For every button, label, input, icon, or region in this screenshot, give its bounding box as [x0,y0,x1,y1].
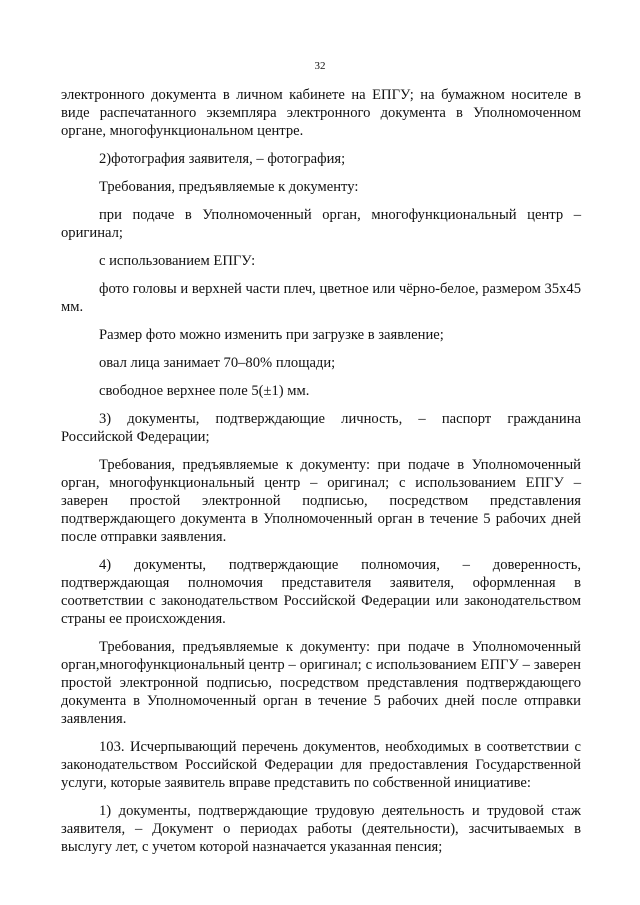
paragraph-submission-office: при подаче в Уполномоченный орган, многофункциональный центр – оригинал; [61,207,581,241]
paragraph-continuation: электронного документа в личном кабинете на ЕПГУ; на бумажном носителе в виде распечатанного экземпляра электронного документа в Уполномоченном органе, многофункциональном центре. [61,87,581,139]
paragraph-requirements-identity: Требования, предъявляемые к документу: при подаче в Уполномоченный орган, многофункциональный центр – оригинал; с использованием ЕПГУ – заверен простой электронной подписью, посредством представления подтверждающего документа в Уполномоченный орган в течение 5 рабочих дней после отправки заявления. [61,457,581,545]
paragraph-item-3-identity: 3) документы, подтверждающие личность, – паспорт гражданина Российской Федерации; [61,411,581,445]
paragraph-item-2-photo: 2)фотография заявителя, – фотография; [99,151,346,167]
paragraph-item-4-authority: 4) документы, подтверждающие полномочия, – доверенность, подтверждающая полномочия представителя заявителя, оформленная в соответствии с законодательством Российской Федерации или законодательством страны ее происхождения. [61,557,581,627]
page-number: 32 [314,60,326,72]
paragraph-top-margin: свободное верхнее поле 5(±1) мм. [99,383,310,399]
paragraph-submission-epgu: с использованием ЕПГУ: [99,253,256,269]
paragraph-photo-resize: Размер фото можно изменить при загрузке в заявление; [99,327,444,343]
paragraph-section-103: 103. Исчерпывающий перечень документов, необходимых в соответствии с законодательством Российской Федерации для предоставления Государственной услуги, которые заявитель вправе представить по собственной инициативе: [61,739,581,791]
paragraph-requirements-photo: Требования, предъявляемые к документу: [99,179,359,195]
document-body [61,86,581,866]
paragraph-photo-size: фото головы и верхней части плеч, цветное или чёрно-белое, размером 35x45 мм. [61,281,581,315]
paragraph-item-1-employment: 1) документы, подтверждающие трудовую деятельность и трудовой стаж заявителя, – Документ о периодах работы (деятельности), засчитываемых в выслугу лет, с учетом которой назначается указанная пенсия; [61,803,581,855]
paragraph-requirements-authority: Требования, предъявляемые к документу: при подаче в Уполномоченный орган,многофункциональный центр – оригинал; с использованием ЕПГУ – заверен простой электронной подписью, посредством представления подтверждающего документа в Уполномоченный орган в течение 5 рабочих дней после отправки заявления. [61,639,581,727]
paragraph-face-oval: овал лица занимает 70–80% площади; [99,355,336,371]
